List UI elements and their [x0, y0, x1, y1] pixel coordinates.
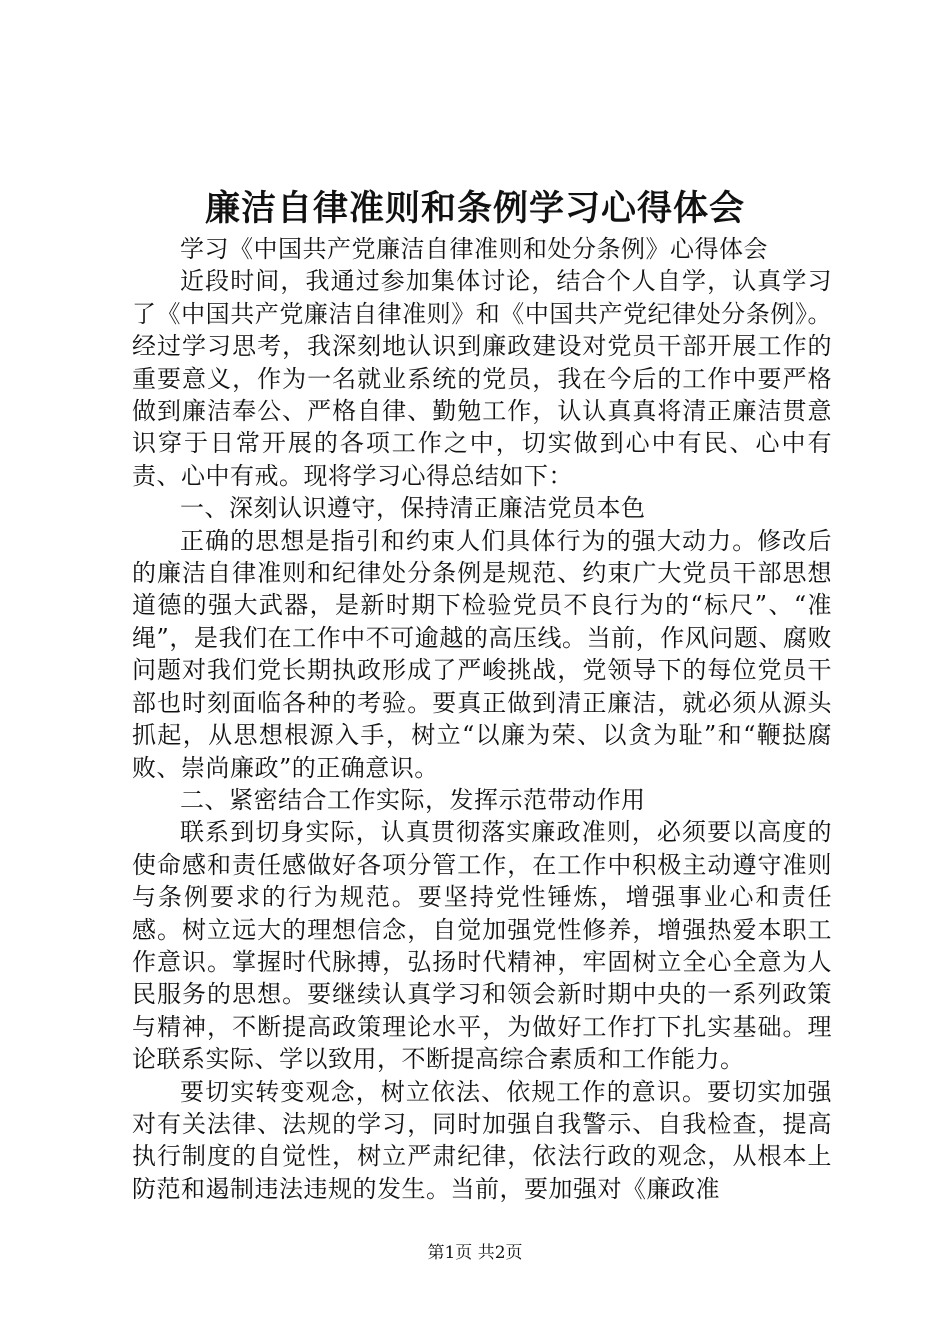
body-paragraph: 要切实转变观念，树立依法、依规工作的意识。要切实加强对有关法律、法规的学习，同时加强自我警示、自我检查，提高执行制度的自觉性，树立严肃纪律，依法行政的观念，从根本上防范和遏制违法违规的发生。当前，要加强对《廉政准 [132, 1077, 832, 1203]
section-heading-1: 一、深刻认识遵守，保持清正廉洁党员本色 [180, 494, 646, 523]
body-paragraph: 正确的思想是指引和约束人们具体行为的强大动力。修改后的廉洁自律准则和纪律处分条例是规范、约束广大党员干部思想道德的强大武器，是新时期下检验党员不良行为的“标尺”、“准绳”，是我们在工作中不可逾越的高压线。当前，作风问题、腐败问题对我们党长期执政形成了严峻挑战，党领导下的每位党员干部也时刻面临各种的考验。要真正做到清正廉洁，就必须从源头抓起，从思想根源入手，树立“以廉为荣、以贪为耻”和“鞭挞腐败、崇尚廉政”的正确意识。 [132, 526, 832, 782]
section-heading-2: 二、紧密结合工作实际，发挥示范带动作用 [180, 785, 646, 814]
document-body [132, 233, 832, 1205]
page-number-footer: 第1页 共2页 [427, 1243, 523, 1263]
body-paragraph: 联系到切身实际，认真贯彻落实廉政准则，必须要以高度的使命感和责任感做好各项分管工作，在工作中积极主动遵守准则与条例要求的行为规范。要坚持党性锤炼，增强事业心和责任感。树立远大的理想信念，自觉加强党性修养，增强热爱本职工作意识。掌握时代脉搏，弘扬时代精神，牢固树立全心全意为人民服务的思想。要继续认真学习和领会新时期中央的一系列政策与精神，不断提高政策理论水平，为做好工作打下扎实基础。理论联系实际、学以致用，不断提高综合素质和工作能力。 [132, 818, 832, 1074]
intro-paragraph: 近段时间，我通过参加集体讨论，结合个人自学，认真学习了《中国共产党廉洁自律准则》和《中国共产党纪律处分条例》。经过学习思考，我深刻地认识到廉政建设对党员干部开展工作的重要意义，作为一名就业系统的党员，我在今后的工作中要严格做到廉洁奉公、严格自律、勤勉工作，认认真真将清正廉洁贯意识穿于日常开展的各项工作之中，切实做到心中有民、心中有责、心中有戒。现将学习心得总结如下： [132, 267, 832, 490]
document-title: 廉洁自律准则和条例学习心得体会 [204, 188, 745, 229]
subtitle-paragraph: 学习《中国共产党廉洁自律准则和处分条例》心得体会 [180, 235, 768, 263]
